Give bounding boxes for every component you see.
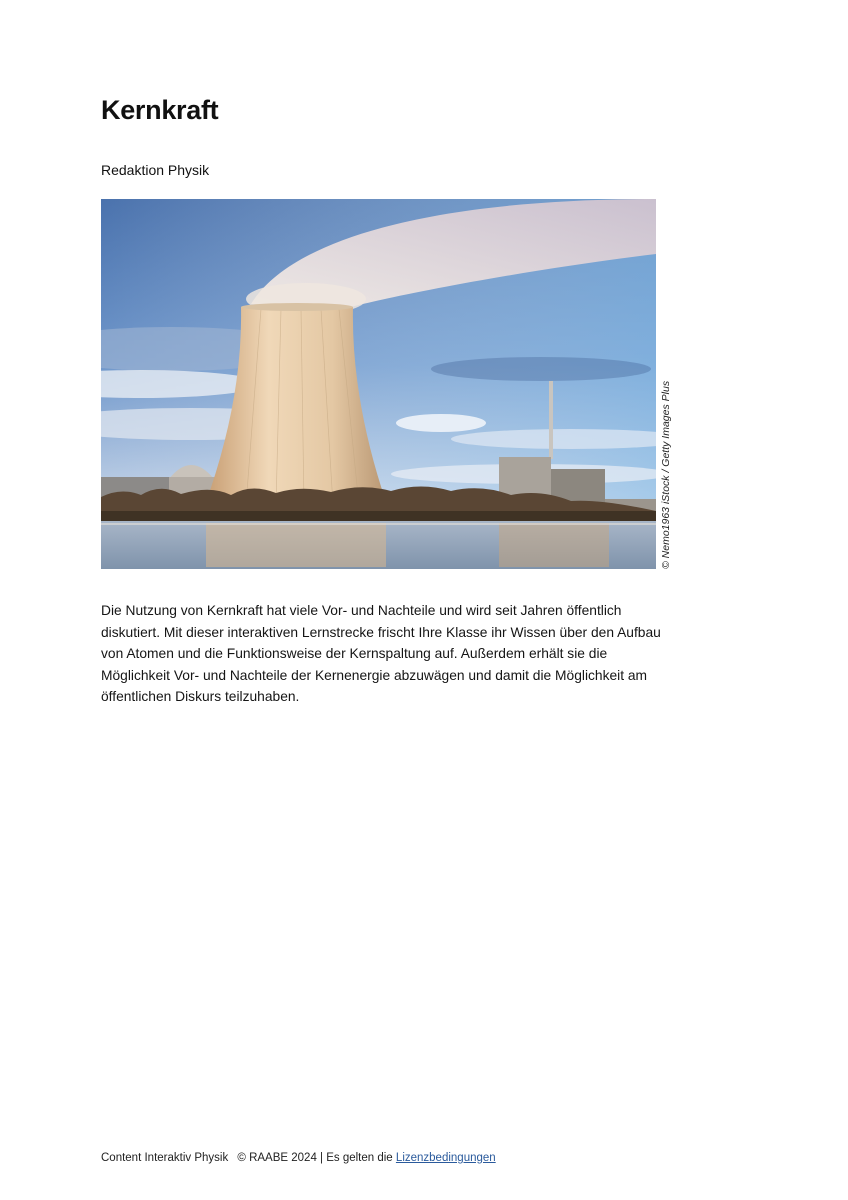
intro-paragraph: Die Nutzung von Kernkraft hat viele Vor- und Nachteile und wird seit Jahren öffentlich diskutiert. Mit dieser interaktiven Lernstrecke frischt Ihre Klasse ihr Wissen über den Aufbau von Atomen und die Funktionsweise der Kernspaltung auf. Außerdem erhält sie die Möglichkeit Vor- und Nachteile der Kernenergie abzuwägen und damit die Möglichkeit am öffentlichen Diskurs teilzuhaben. bbox=[101, 603, 661, 704]
image-credit: © Nemo1963 iStock / Getty Images Plus bbox=[660, 380, 672, 569]
footer-copyright: © RAABE 2024 | Es gelten die bbox=[237, 1152, 393, 1164]
author-line: Redaktion Physik bbox=[101, 162, 210, 178]
nuclear-power-plant-photo bbox=[101, 199, 656, 569]
page-footer bbox=[101, 1152, 496, 1164]
page-title: Kernkraft bbox=[101, 95, 219, 125]
footer-product: Content Interaktiv Physik bbox=[101, 1152, 229, 1164]
license-link[interactable]: Lizenzbedingungen bbox=[395, 1152, 496, 1164]
